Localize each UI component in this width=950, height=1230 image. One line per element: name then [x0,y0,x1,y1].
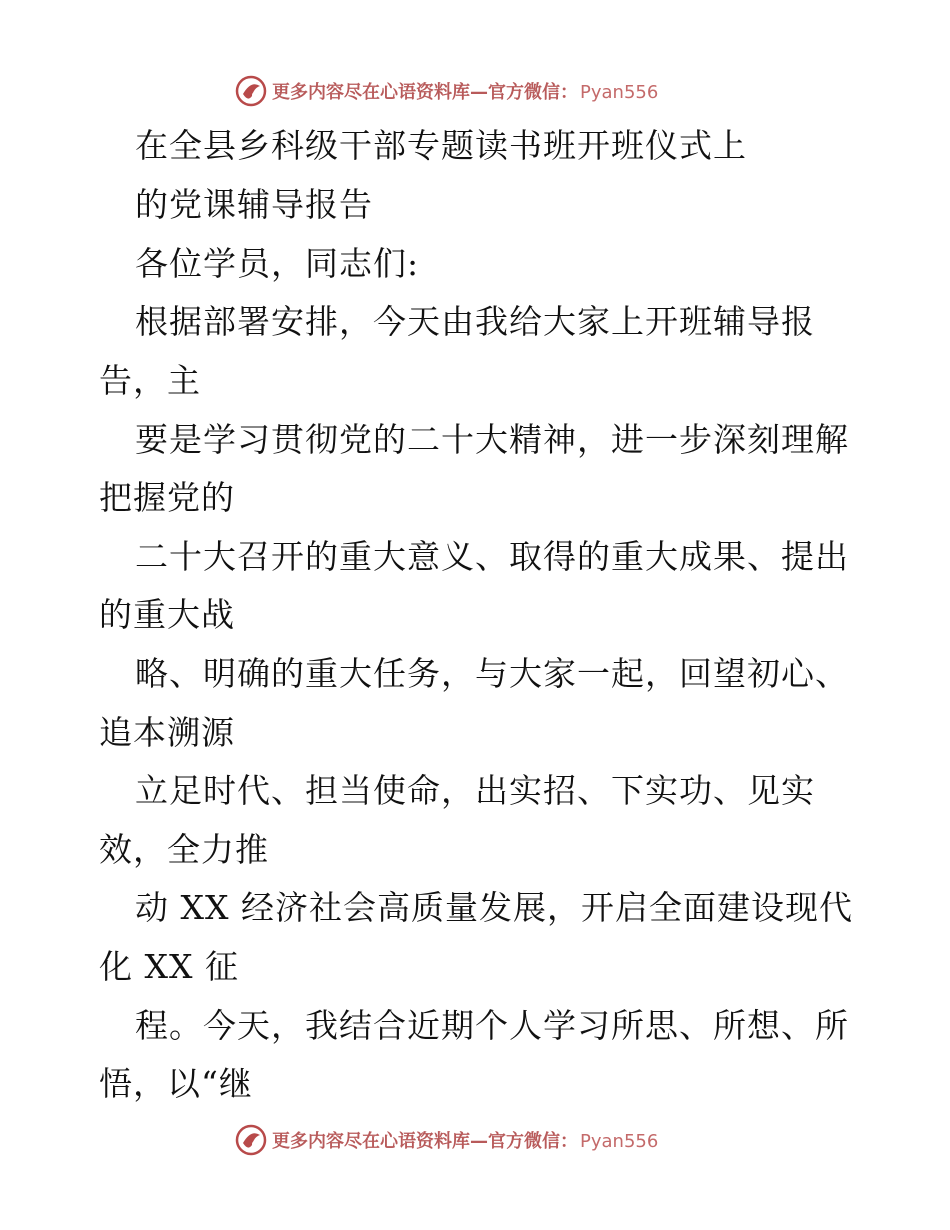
body-line: 要是学习贯彻党的二十大精神，进一步深刻理解 [135,420,849,459]
body-line: 追本溯源 [99,713,235,752]
doc-title-line-2: 的党课辅导报告 [135,185,373,224]
body-line: 二十大召开的重大意义、取得的重大成果、提出 [135,537,849,576]
watermark-text: 更多内容尽在心语资料库—官方微信： Pyan556 [272,82,659,103]
body-line: 悟，以“继 [99,1064,253,1103]
watermark-banner-top [234,73,658,109]
body-line: 的重大战 [99,595,235,634]
doc-title-line-1: 在全县乡科级干部专题读书班开班仪式上 [135,126,747,165]
body-line: 效，全力推 [99,830,269,869]
brand-logo-icon [234,1123,268,1157]
body-line: 立足时代、担当使命，出实招、下实功、见实 [135,771,815,810]
body-line: 根据部署安排，今天由我给大家上开班辅导报 [135,302,815,341]
brand-logo-icon [234,74,268,108]
watermark-banner-bottom [234,1122,658,1158]
salutation: 各位学员，同志们: [135,244,420,283]
body-line: 程。今天，我结合近期个人学习所思、所想、所 [135,1006,849,1045]
watermark-text: 更多内容尽在心语资料库—官方微信： Pyan556 [272,1131,659,1152]
body-line: 动 XX 经济社会高质量发展，开启全面建设现代 [135,888,853,927]
body-line: 化 XX 征 [99,947,239,986]
body-line: 略、明确的重大任务，与大家一起，回望初心、 [135,654,849,693]
body-line: 把握党的 [99,478,235,517]
body-line: 告，主 [99,361,201,400]
